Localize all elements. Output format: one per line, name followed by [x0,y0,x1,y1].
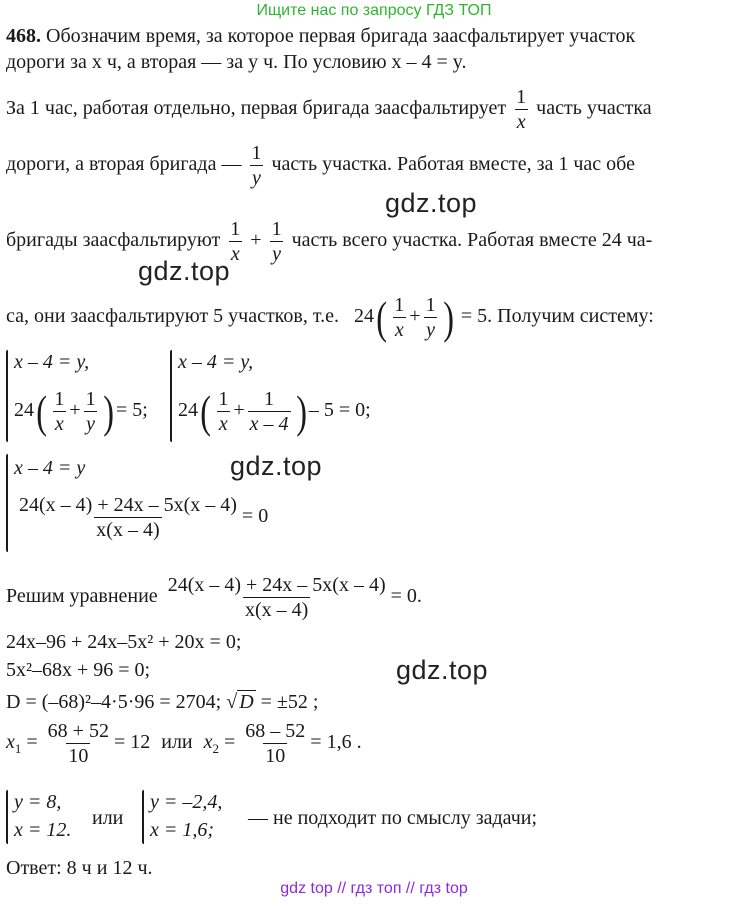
fraction-1-over-x: $\frac{1}{x}$ [516,86,527,133]
system-brace [6,350,8,442]
text-line: За 1 час, работая отдельно, первая бригада заасфальтирует [6,97,507,120]
ans-system1-eq2: x = 12. [14,819,72,841]
problem-line-2: дороги за x ч, а вторая — за y ч. По условию x – 4 = y. [6,51,467,73]
reject-note: — не подходит по смыслу задачи; [248,807,538,829]
watermark: gdz.top [396,655,489,685]
text-line: часть всего участка. Работая вместе 24 ча- [291,229,653,252]
system-brace [6,790,8,844]
fraction-1-over-y: $\frac{1}{y}$ [251,142,262,189]
system3-eq1: x – 4 = y [14,457,86,479]
system1-eq2: 24( $\frac{1}{x}$ + $\frac{1}{y}$ ) = 5; [14,385,148,437]
problem-number: 468. [6,25,41,47]
watermark: gdz.top [385,188,478,218]
system1-eq1: x – 4 = y, [14,351,90,373]
text-line: = 5 [460,305,488,328]
text-line: часть участка. Работая вместе, за 1 час обе [271,153,635,176]
text-line: часть участка [536,97,652,120]
or-label: или [92,807,124,829]
fraction-1-over-y: $\frac{1}{y}$ [271,218,282,265]
fraction-x2: $\frac{68 - 52}{10}$ [245,720,306,767]
text-line: Обозначим время, за которое первая бригада заасфальтирует участок [46,25,636,47]
system2-eq1: x – 4 = y, [178,351,254,373]
roots-line: $x_1$ = $\frac{68 + 52}{10}$ = 12 или $x_2$ = $\frac{68 - 52}{10}$ = 1,6 . [6,720,362,767]
answer-line: Ответ: 8 ч и 12 ч. [6,857,153,879]
watermark: gdz.top [230,451,323,481]
fraction-1-over-x: $\frac{1}{x}$ [394,294,405,341]
system2-eq2: 24( $\frac{1}{x}$ + $\frac{1}{x - 4}$ ) – 5 = 0; [178,385,371,437]
ans-system2-eq2: x = 1,6; [150,819,215,841]
system-brace [6,454,8,552]
ans-system1-eq1: y = 8, [14,791,62,813]
ans-system2-eq1: y = –2,4, [150,791,223,813]
big-fraction: $\frac{24(x - 4) + 24x - 5x(x - 4)}{x(x - 4)}$ [167,574,386,621]
fraction-1-over-x: $\frac{1}{x}$ [230,218,241,265]
text-line: дороги, а вторая бригада — [6,153,242,176]
problem-line-1 [6,24,635,48]
watermark: gdz.top [138,256,231,286]
text-line: бригады заасфальтируют [6,229,221,252]
system-brace [170,350,172,442]
fraction-1-over-x: $\frac{1}{x}$ [54,388,65,435]
problem-line-6: са, они заасфальтируют 5 участков, т.е. 24( $\frac{1}{x}$ + $\frac{1}{y}$ ) = 5. Получим систему: [6,291,654,343]
step-line-c: D = (–68)²–4·5·96 = 2704; √ D = ±52 ; [6,691,319,713]
problem-line-4 [6,142,635,189]
sqrt-d: √ D [226,691,254,713]
step-line-b: 5x²–68x + 96 = 0; [6,659,151,681]
text-line: са, они заасфальтируют 5 участков, т.е. [6,305,339,328]
footer-banner: gdz top // гдз топ // гдз top [280,880,468,897]
fraction-1-over-y: $\frac{1}{y}$ [85,388,96,435]
step-line-a: 24x–96 + 24x–5x² + 20x = 0; [6,631,242,653]
fraction-x1: $\frac{68 + 52}{10}$ [47,720,109,767]
top-banner: Ищите нас по запросу ГДЗ ТОП [256,2,492,19]
fraction-1-over-x: $\frac{1}{x}$ [218,388,229,435]
problem-line-3 [6,86,652,133]
system3-eq2: $\frac{24(x - 4) + 24x - 5x(x - 4)}{x(x - 4)}$ = 0 [19,494,269,541]
big-fraction: $\frac{24(x - 4) + 24x - 5x(x - 4)}{x(x - 4)}$ [19,494,237,541]
system-brace [142,790,144,844]
fraction-1-over-xm4: $\frac{1}{x - 4}$ [249,388,289,435]
fraction-1-over-y: $\frac{1}{y}$ [425,294,436,341]
solve-line: Решим уравнение $\frac{24(x - 4) + 24x - 5x(x - 4)}{x(x - 4)}$ = 0. [6,574,422,621]
problem-line-5: бригады заасфальтируют $\frac{1}{x}$ + $\frac{1}{y}$ часть всего участка. Работая вместе 24 ча- [6,218,653,265]
